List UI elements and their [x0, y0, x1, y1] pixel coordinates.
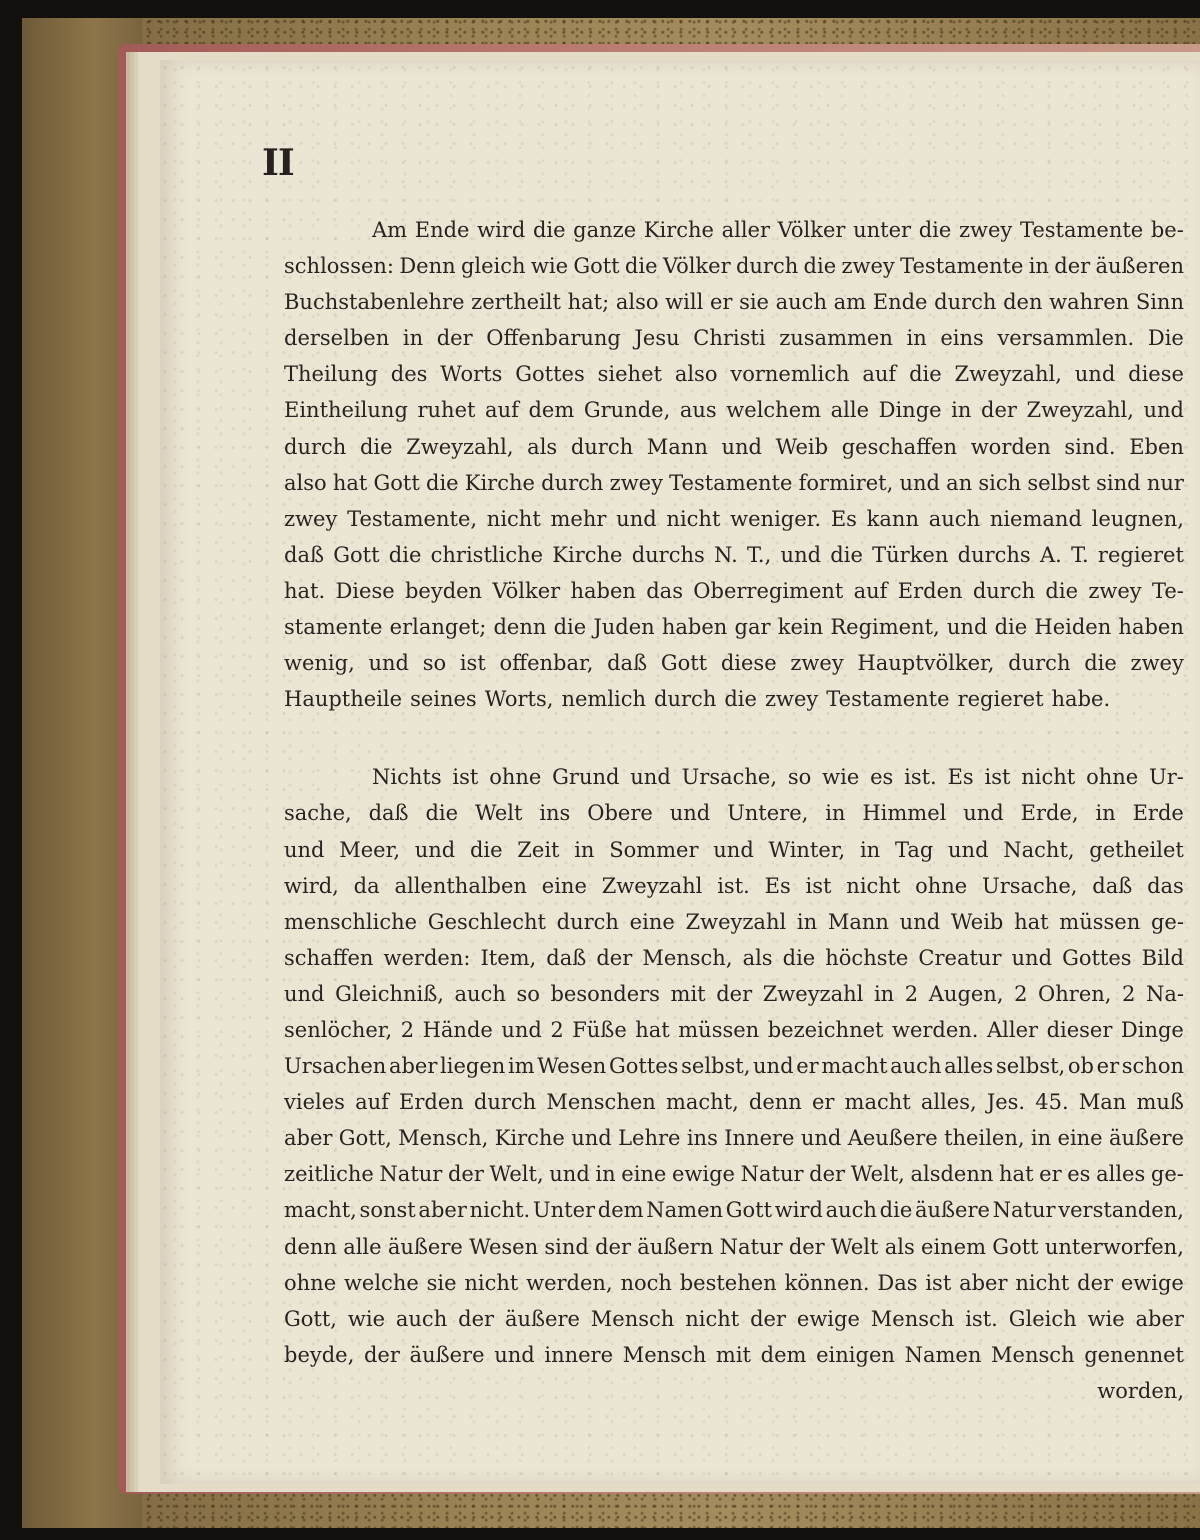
page-number: II — [262, 142, 294, 184]
paragraph-1 — [284, 212, 1184, 717]
catchword: worden, — [1097, 1378, 1184, 1403]
catchword-line — [284, 1373, 1184, 1409]
text-line: Theilung des Worts Gottes siehet also vornemlich auf die Zweyzahl, und diese — [284, 362, 1184, 387]
text-line: aber Gott, Mensch, Kirche und Lehre ins Innere und Aeußere theilen, in eine äußere — [284, 1126, 1184, 1151]
text-line: beyde, der äußere und innere Mensch mit dem einigen Namen Mensch genennet — [284, 1342, 1184, 1367]
text-line: und Gleichniß, auch so besonders mit der Zweyzahl in 2 Augen, 2 Ohren, 2 Na- — [284, 981, 1184, 1006]
text-line: derselben in der Offenbarung Jesu Christi zusammen in eins versammlen. Die — [284, 326, 1184, 351]
text-block — [284, 212, 1184, 1409]
text-line: Ursachen aber liegen im Wesen Gottes selbst, und er macht auch alles selbst, ob er schon — [284, 1054, 1184, 1079]
text-line: Buchstabenlehre zertheilt hat; also will er sie auch am Ende durch den wahren Sinn — [284, 290, 1184, 315]
text-line: daß Gott die christliche Kirche durchs N. T., und die Türken durchs A. T. regieret — [284, 542, 1184, 567]
text-line: menschliche Geschlecht durch eine Zweyzahl in Mann und Weib hat müssen ge- — [284, 909, 1184, 934]
text-line: zeitliche Natur der Welt, und in eine ewige Natur der Welt, alsdenn hat er es alles ge- — [284, 1162, 1184, 1187]
text-line: senlöcher, 2 Hände und 2 Füße hat müssen bezeichnet werden. Aller dieser Dinge — [284, 1017, 1184, 1042]
text-line: Am Ende wird die ganze Kirche aller Völker unter die zwey Testamente be- — [372, 218, 1184, 242]
text-line: zwey Testamente, nicht mehr und nicht weniger. Es kann auch niemand leugnen, — [284, 506, 1184, 531]
text-line: wenig, und so ist offenbar, daß Gott diese zwey Hauptvölker, durch die zwey — [284, 651, 1184, 676]
text-line: Eintheilung ruhet auf dem Grunde, aus welchem alle Dinge in der Zweyzahl, und — [284, 398, 1184, 423]
text-line: Gott, wie auch der äußere Mensch nicht der ewige Mensch ist. Gleich wie aber — [284, 1306, 1184, 1331]
paragraph-gap — [284, 717, 1184, 759]
text-line: schaffen werden: Item, daß der Mensch, als die höchste Creatur und Gottes Bild — [284, 945, 1184, 970]
text-line: ohne welche sie nicht werden, noch bestehen können. Das ist aber nicht der ewige — [284, 1270, 1184, 1295]
text-line: Hauptheile seines Worts, nemlich durch die zwey Testamente regieret habe. — [284, 687, 1111, 712]
text-line: macht, sonst aber nicht. Unter dem Namen Gott wird auch die äußere Natur verstanden, — [284, 1198, 1184, 1223]
text-line: und Meer, und die Zeit in Sommer und Winter, in Tag und Nacht, getheilet — [284, 837, 1184, 862]
text-line: Nichts ist ohne Grund und Ursache, so wie es ist. Es ist nicht ohne Ur- — [372, 765, 1184, 790]
text-line: durch die Zweyzahl, als durch Mann und Weib geschaffen worden sind. Eben — [284, 434, 1184, 459]
paragraph-2 — [284, 759, 1184, 1373]
text-line: sache, daß die Welt ins Obere und Untere, in Himmel und Erde, in Erde — [284, 801, 1184, 826]
text-line: vieles auf Erden durch Menschen macht, denn er macht alles, Jes. 45. Man muß — [284, 1090, 1184, 1115]
text-line: wird, da allenthalben eine Zweyzahl ist. Es ist nicht ohne Ursache, daß das — [284, 873, 1184, 898]
text-line: hat. Diese beyden Völker haben das Oberregiment auf Erden durch die zwey Te- — [284, 578, 1184, 603]
text-line: denn alle äußere Wesen sind der äußern Natur der Welt als einem Gott unterworfen, — [284, 1234, 1184, 1259]
text-line: also hat Gott die Kirche durch zwey Testamente formiret, und an sich selbst sind nur — [284, 470, 1184, 495]
text-line: schlossen: Denn gleich wie Gott die Völker durch die zwey Testamente in der äußeren — [284, 254, 1184, 279]
text-line: stamente erlanget; denn die Juden haben gar kein Regiment, und die Heiden haben — [284, 615, 1184, 640]
